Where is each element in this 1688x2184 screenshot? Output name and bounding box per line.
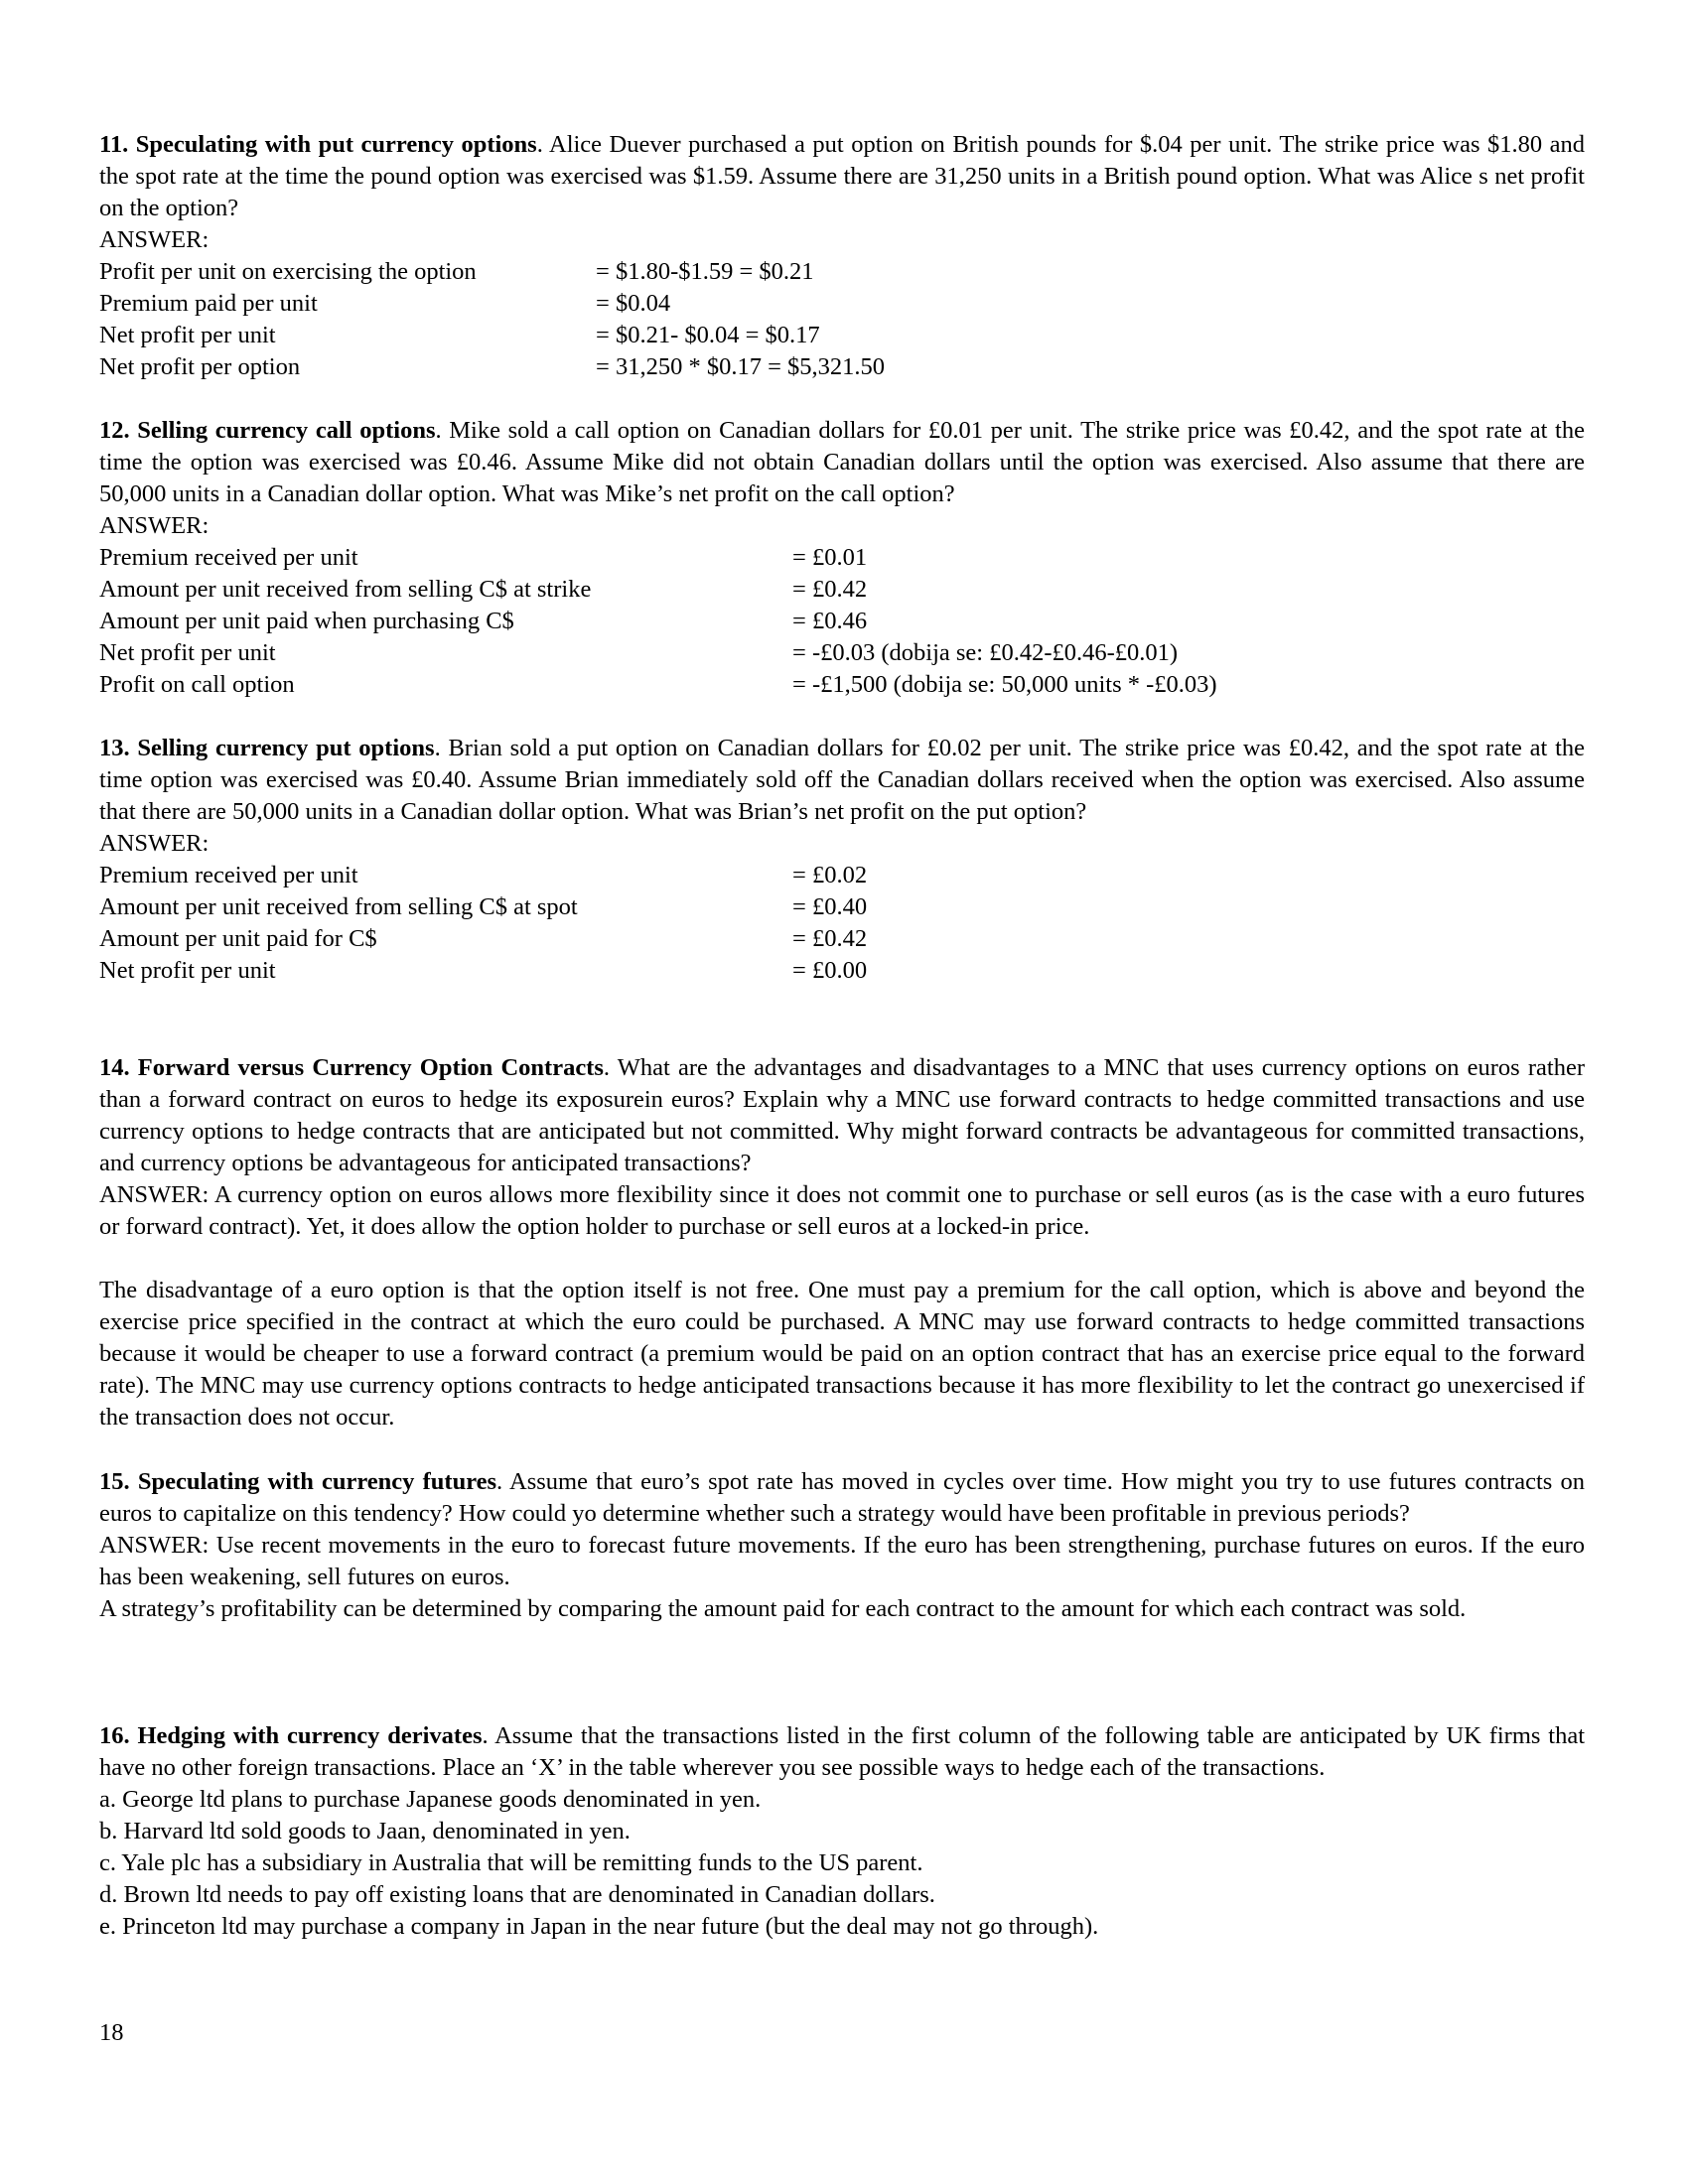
answer-row [99, 669, 1585, 701]
question-body: . Mike sold a call option on Canadian dollars for £0.01 per unit. The strike price was £0.42, and the spot rate at the time the option was exercised was £0.46. Assume Mike did not obtain Canadian dollars until the option was exercised. Also assume that there are 50,000 units in a Canadian dollar option. What was Mike’s net profit on the call option? [99, 417, 1585, 507]
page-number: 18 [99, 2019, 124, 2046]
question-text [99, 129, 1585, 224]
answer-text: ANSWER: A currency option on euros allows more flexibility since it does not commit one to purchase or sell euros (as is the case with a euro futures or forward contract). Yet, it does allow the option holder to purchase or sell euros at a locked-in price. [99, 1181, 1585, 1240]
question-text [99, 1466, 1585, 1530]
row-value: = $0.21- $0.04 = $0.17 [596, 322, 820, 348]
question-body: . Alice Duever purchased a put option on British pounds for $.04 per unit. The strike price was $1.80 and the spot rate at the time the pound option was exercised was $1.59. Assume there are 31,250 units in a British pound option. What was Alice s net profit on the option? [99, 131, 1585, 221]
list-item: d. Brown ltd needs to pay off existing loans that are denominated in Canadian dollars. [99, 1881, 935, 1908]
question-body: . Brian sold a put option on Canadian dollars for £0.02 per unit. The strike price was £0.42, and the spot rate at the time option was exercised was £0.40. Assume Brian immediately sold off the Canadian dollars received when the option was exercised. Also assume that there are 50,000 units in a Canadian dollar option. What was Brian’s net profit on the put option? [99, 735, 1586, 825]
question-14 [99, 1052, 1585, 1433]
row-value: = -£1,500 (dobija se: 50,000 units * -£0.03) [792, 671, 1217, 698]
row-value: = $0.04 [596, 290, 671, 317]
row-value: = £0.00 [792, 957, 868, 984]
question-body: . What are the advantages and disadvantages to a MNC that uses currency options on euros rather than a forward contract on euros to hedge its exposurein euros? Explain why a MNC use forward contracts to hedge committed transactions and use currency options to hedge contracts that are anticipated but not committed. Why might forward contracts be advantageous for committed transactions, and currency options be advantageous for anticipated transactions? [99, 1054, 1585, 1176]
row-value: = £0.46 [792, 608, 868, 634]
row-label: Net profit per unit [99, 322, 276, 348]
answer-row [99, 923, 1585, 955]
answer-row [99, 351, 1585, 383]
answer-row [99, 320, 1585, 351]
question-body: . Assume that the transactions listed in the first column of the following table are anticipated by UK firms that have no other foreign transactions. Place an ‘X’ in the table wherever you see possible ways to hedge each of the transactions. [99, 1722, 1586, 1781]
answer-row [99, 574, 1585, 606]
question-text [99, 415, 1585, 510]
answer-row [99, 288, 1585, 320]
question-15 [99, 1466, 1585, 1625]
answer-row [99, 955, 1585, 987]
row-value: = $1.80-$1.59 = $0.21 [596, 258, 814, 285]
question-text [99, 1052, 1585, 1179]
list-item: b. Harvard ltd sold goods to Jaan, denominated in yen. [99, 1818, 631, 1844]
row-label: Premium received per unit [99, 544, 358, 571]
question-body: . Assume that euro’s spot rate has moved in cycles over time. How might you try to use futures contracts on euros to capitalize on this tendency? How could yo determine whether such a strategy would have been profitable in previous periods? [99, 1468, 1585, 1527]
answer-label: ANSWER: [99, 512, 210, 539]
question-12 [99, 415, 1585, 701]
answer-label: ANSWER: [99, 226, 210, 253]
answer-text: ANSWER: Use recent movements in the euro to forecast future movements. If the euro has been strengthening, purchase futures on euros. If the euro has been weakening, sell futures on euros. [99, 1532, 1585, 1590]
question-title: 16. Hedging with currency derivates [99, 1722, 483, 1749]
question-text [99, 1720, 1585, 1784]
question-title: 11. Speculating with put currency options [99, 131, 537, 158]
row-value: = -£0.03 (dobija se: £0.42-£0.46-£0.01) [792, 639, 1179, 666]
answer-label: ANSWER: [99, 830, 210, 857]
row-label: Profit on call option [99, 671, 295, 698]
row-label: Premium paid per unit [99, 290, 318, 317]
row-value: = £0.42 [792, 925, 868, 952]
row-value: = £0.42 [792, 576, 868, 603]
question-title: 13. Selling currency put options [99, 735, 435, 761]
row-value: = £0.01 [792, 544, 868, 571]
row-label: Amount per unit received from selling C$ at spot [99, 893, 578, 920]
list-item: c. Yale plc has a subsidiary in Australia that will be remitting funds to the US parent. [99, 1849, 923, 1876]
answer-row [99, 860, 1585, 891]
row-label: Amount per unit paid when purchasing C$ [99, 608, 514, 634]
answer-row [99, 606, 1585, 637]
question-title: 12. Selling currency call options [99, 417, 436, 444]
question-13 [99, 733, 1585, 987]
row-value: = £0.02 [792, 862, 868, 888]
question-title: 14. Forward versus Currency Option Contracts [99, 1054, 604, 1081]
row-value: = £0.40 [792, 893, 868, 920]
answer-text: The disadvantage of a euro option is that the option itself is not free. One must pay a premium for the call option, which is above and beyond the exercise price specified in the contract at which the euro could be purchased. A MNC may use forward contracts to hedge committed transactions because it would be cheaper to use a forward contract (a premium would be paid on an option contract that has an exercise price equal to the forward rate). The MNC may use currency options contracts to hedge anticipated transactions because it has more flexibility to let the contract go unexercised if the transaction does not occur. [99, 1277, 1585, 1431]
answer-row [99, 256, 1585, 288]
question-title: 15. Speculating with currency futures [99, 1468, 497, 1495]
row-label: Profit per unit on exercising the option [99, 258, 477, 285]
answer-row [99, 891, 1585, 923]
row-label: Amount per unit received from selling C$ at strike [99, 576, 592, 603]
row-label: Net profit per option [99, 353, 301, 380]
question-16 [99, 1720, 1585, 1943]
row-label: Net profit per unit [99, 639, 276, 666]
answer-row [99, 637, 1585, 669]
row-label: Premium received per unit [99, 862, 358, 888]
list-item: e. Princeton ltd may purchase a company in Japan in the near future (but the deal may not go through). [99, 1913, 1099, 1940]
row-value: = 31,250 * $0.17 = $5,321.50 [596, 353, 886, 380]
question-11 [99, 129, 1585, 383]
answer-row [99, 542, 1585, 574]
list-item: a. George ltd plans to purchase Japanese goods denominated in yen. [99, 1786, 762, 1813]
answer-text: A strategy’s profitability can be determined by comparing the amount paid for each contract to the amount for which each contract was sold. [99, 1595, 1467, 1622]
row-label: Amount per unit paid for C$ [99, 925, 377, 952]
row-label: Net profit per unit [99, 957, 276, 984]
question-text [99, 733, 1585, 828]
